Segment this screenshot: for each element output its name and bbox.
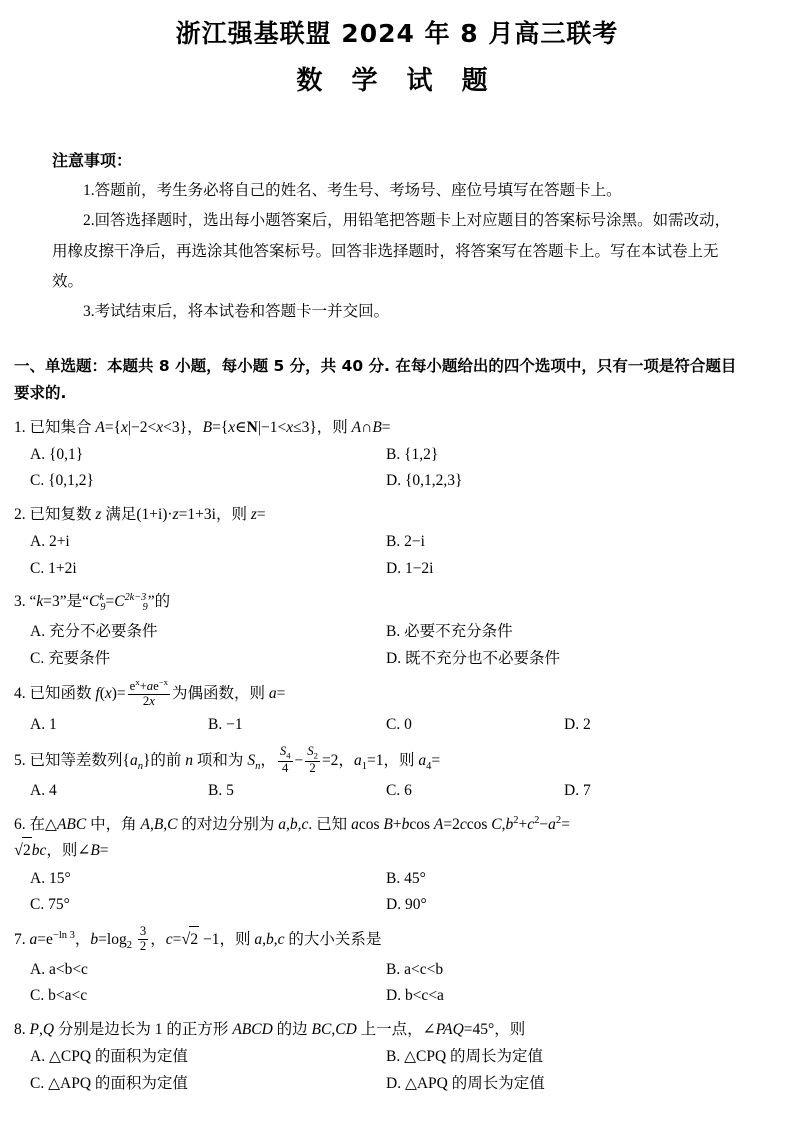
- option-a[interactable]: A. 1: [30, 716, 57, 734]
- section-description: 本题共 8 小题，每小题 5 分，共 40 分. 在每小题给出的四个选项中，只有一项是符合题目要求的.: [14, 357, 737, 403]
- notice-heading: 注意事项：: [52, 151, 133, 170]
- question-8-options: [14, 1044, 742, 1097]
- question-2-options: [14, 529, 742, 582]
- option-c[interactable]: C. 6: [386, 782, 412, 800]
- question-8-number: 8.: [14, 1020, 26, 1038]
- page-title: 浙江强基联盟 2024 年 8 月高三联考: [175, 19, 619, 48]
- question-2-stem: 2. 已知复数 z 满足(1+i)·z=1+3i，则 z=: [14, 505, 266, 523]
- option-b[interactable]: B. 45°: [386, 869, 426, 887]
- option-c[interactable]: C. b<a<c: [30, 987, 88, 1005]
- option-c[interactable]: C. 0: [386, 716, 412, 734]
- option-a[interactable]: A. 2+i: [30, 533, 70, 551]
- question-7-options: [14, 957, 742, 1010]
- notice-item-1: 1.答题前，考生务必将自己的姓名、考生号、考场号、座位号填写在答题卡上。: [83, 182, 622, 200]
- option-d[interactable]: D. b<c<a: [386, 987, 444, 1005]
- question-7-stem: 7. $a=e^{-ln 3}$，$b=\log_2$ $\frac{3}{2}$ ，c=√2 −1，则 a,b,c 的大小关系是: [14, 924, 382, 953]
- question-4-options: [14, 712, 742, 739]
- option-b[interactable]: B. −1: [208, 716, 243, 734]
- option-b[interactable]: B. 5: [208, 782, 234, 800]
- question-6-stem: 6. 在△ABC 中，角 A,B,C 的对边分别为 a,b,c. 已知 acos B+bcos A=2ccos $C,b^2+c^2-a^2=$ √2bc，则∠B=: [14, 812, 742, 864]
- question-1-options: [14, 442, 742, 495]
- option-b[interactable]: B. 2−i: [386, 533, 425, 551]
- question-4: [14, 679, 742, 738]
- option-a[interactable]: A. 充分不必要条件: [30, 623, 158, 641]
- question-1: [14, 415, 742, 495]
- question-6-options: [14, 866, 742, 919]
- option-c[interactable]: C. 75°: [30, 896, 70, 914]
- option-d[interactable]: D. △APQ 的周长为定值: [386, 1074, 545, 1092]
- option-c[interactable]: C. △APQ 的面积为定值: [30, 1074, 188, 1092]
- question-7: [14, 926, 742, 1010]
- option-d[interactable]: D. {0,1,2,3}: [386, 472, 463, 490]
- option-b[interactable]: B. a<c<b: [386, 960, 444, 978]
- question-5-stem: 5. 已知等差数列$\{a_n\}$的前 n 项和为 $S_n$， $\frac{S_4}{4}$ − $\frac{S_2}{2}$ =2，$a_1=1$，则 $a_4=$: [14, 743, 441, 775]
- exam-paper-page: [0, 14, 794, 1137]
- option-b[interactable]: B. △CPQ 的周长为定值: [386, 1047, 544, 1065]
- option-c[interactable]: C. 1+2i: [30, 559, 77, 577]
- option-c[interactable]: C. {0,1,2}: [30, 472, 94, 490]
- notice-item-3: 3.考试结束后，将本试卷和答题卡一并交回。: [83, 303, 390, 321]
- notice-item-2: 2.回答选择题时，选出每小题答案后，用铅笔把答题卡上对应题目的答案标号涂黑。如需改动，用橡皮擦干净后，再选涂其他答案标号。回答非选择题时，将答案写在答题卡上。写在本试卷上无效。: [52, 212, 731, 290]
- option-a[interactable]: A. 4: [30, 782, 57, 800]
- question-5-options: [14, 778, 742, 805]
- question-3: [14, 589, 742, 672]
- page-subtitle: 数 学 试 题: [296, 66, 498, 96]
- option-a[interactable]: A. {0,1}: [30, 445, 84, 463]
- option-c[interactable]: C. 充要条件: [30, 649, 111, 667]
- option-a[interactable]: A. a<b<c: [30, 960, 88, 978]
- option-a[interactable]: A. 15°: [30, 869, 71, 887]
- question-6-number: 6.: [14, 816, 26, 834]
- question-5-number: 5.: [14, 751, 26, 769]
- option-b[interactable]: B. {1,2}: [386, 445, 439, 463]
- question-5: [14, 743, 742, 805]
- question-2-number: 2.: [14, 505, 26, 523]
- section-heading: [0, 353, 794, 407]
- question-6: [14, 812, 742, 919]
- question-8: [14, 1017, 742, 1097]
- question-3-options: [14, 619, 742, 672]
- option-d[interactable]: D. 7: [564, 782, 591, 800]
- question-3-stem: 3. “k=3”是“$C^k_9=C^{2k-3}_9$”的: [14, 592, 171, 614]
- question-8-stem: 8. P,Q 分别是边长为 1 的正方形 ABCD 的边 BC,CD 上一点，∠PAQ=45°，则: [14, 1020, 526, 1038]
- option-d[interactable]: D. 90°: [386, 896, 427, 914]
- question-1-number: 1.: [14, 418, 26, 436]
- question-1-stem: 1. 已知集合 A={x|−2<x<3}，B={x∈N|−1<x≤3}，则 A∩B=: [14, 418, 391, 436]
- option-d[interactable]: D. 1−2i: [386, 559, 434, 577]
- option-d[interactable]: D. 2: [564, 716, 591, 734]
- question-3-number: 3.: [14, 593, 26, 611]
- notice-section: [0, 145, 794, 327]
- option-d[interactable]: D. 既不充分也不必要条件: [386, 649, 560, 667]
- question-4-number: 4.: [14, 685, 26, 703]
- question-list: [0, 415, 794, 1098]
- question-2: [14, 502, 742, 582]
- question-4-stem: 4. 已知函数 f(x)= $\frac{e^x+ae^{-x}}{2x}$ 为偶函数，则 a=: [14, 677, 286, 709]
- option-b[interactable]: B. 必要不充分条件: [386, 623, 513, 641]
- section-label: 一、单选题：: [14, 357, 108, 376]
- option-a[interactable]: A. △CPQ 的面积为定值: [30, 1047, 188, 1065]
- question-7-number: 7.: [14, 930, 26, 948]
